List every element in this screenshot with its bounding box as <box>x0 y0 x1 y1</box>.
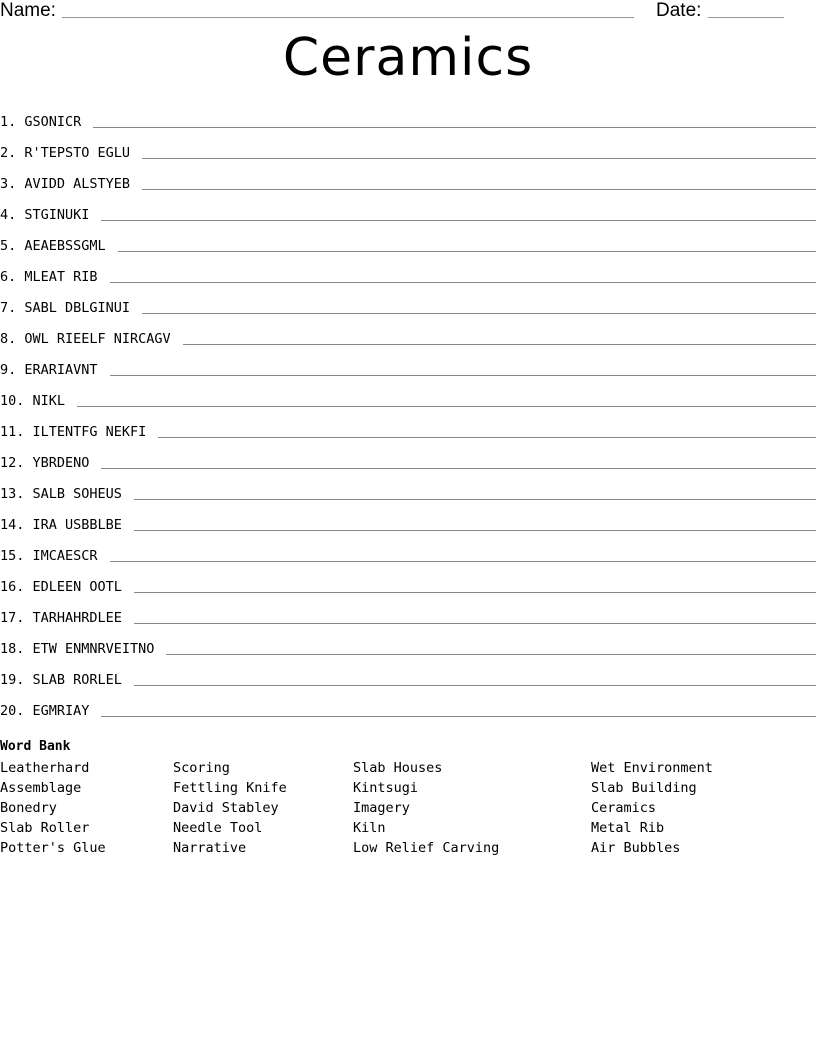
answer-line[interactable] <box>158 437 816 438</box>
answer-line[interactable] <box>134 592 816 593</box>
question-row <box>0 141 816 172</box>
header <box>0 0 816 28</box>
word-bank-item: Slab Houses <box>353 760 443 776</box>
answer-line[interactable] <box>77 406 816 407</box>
answer-line[interactable] <box>118 251 816 252</box>
answer-line[interactable] <box>134 685 816 686</box>
question-row <box>0 575 816 606</box>
question-row <box>0 482 816 513</box>
answer-line[interactable] <box>134 623 816 624</box>
question-row <box>0 668 816 699</box>
answer-line[interactable] <box>93 127 816 128</box>
word-bank-column <box>591 760 713 860</box>
name-label: Name: <box>0 0 56 21</box>
question-row <box>0 265 816 296</box>
word-bank-item: David Stabley <box>173 800 279 816</box>
question-text: 18. ETW ENMNRVEITNO <box>0 641 155 657</box>
word-bank-title: Word Bank <box>0 739 71 754</box>
word-bank-item: Assemblage <box>0 780 82 796</box>
question-row <box>0 451 816 482</box>
question-text: 2. R'TEPSTO EGLU <box>0 145 131 161</box>
word-bank-item: Air Bubbles <box>591 840 681 856</box>
word-bank-item: Wet Environment <box>591 760 713 776</box>
word-bank-item: Slab Building <box>591 780 697 796</box>
question-row <box>0 544 816 575</box>
word-bank-item: Narrative <box>173 840 247 856</box>
question-text: 13. SALB SOHEUS <box>0 486 122 502</box>
word-bank-item: Leatherhard <box>0 760 90 776</box>
question-row <box>0 327 816 358</box>
word-bank-item: Fettling Knife <box>173 780 287 796</box>
question-text: 10. NIKL <box>0 393 66 409</box>
word-bank-item: Scoring <box>173 760 230 776</box>
question-text: 3. AVIDD ALSTYEB <box>0 176 131 192</box>
question-text: 17. TARHAHRDLEE <box>0 610 122 626</box>
answer-line[interactable] <box>101 468 816 469</box>
question-text: 1. GSONICR <box>0 114 82 130</box>
answer-line[interactable] <box>183 344 816 345</box>
question-row <box>0 172 816 203</box>
question-text: 12. YBRDENO <box>0 455 90 471</box>
question-row <box>0 203 816 234</box>
word-bank-item: Ceramics <box>591 800 657 816</box>
question-row <box>0 389 816 420</box>
question-text: 11. ILTENTFG NEKFI <box>0 424 147 440</box>
word-bank-item: Imagery <box>353 800 410 816</box>
question-text: 4. STGINUKI <box>0 207 90 223</box>
question-list <box>0 110 816 730</box>
word-bank-item: Bonedry <box>0 800 57 816</box>
answer-line[interactable] <box>101 716 816 717</box>
word-bank-column <box>353 760 499 860</box>
question-text: 8. OWL RIEELF NIRCAGV <box>0 331 171 347</box>
question-text: 7. SABL DBLGINUI <box>0 300 131 316</box>
answer-line[interactable] <box>110 375 816 376</box>
question-row <box>0 110 816 141</box>
name-field[interactable] <box>62 17 634 18</box>
question-text: 19. SLAB RORLEL <box>0 672 122 688</box>
word-bank-item: Potter's Glue <box>0 840 106 856</box>
answer-line[interactable] <box>101 220 816 221</box>
question-text: 16. EDLEEN OOTL <box>0 579 122 595</box>
answer-line[interactable] <box>142 158 816 159</box>
question-text: 20. EGMRIAY <box>0 703 90 719</box>
answer-line[interactable] <box>110 561 816 562</box>
word-bank-item: Slab Roller <box>0 820 90 836</box>
question-row <box>0 234 816 265</box>
word-bank-item: Low Relief Carving <box>353 840 500 856</box>
question-text: 9. ERARIAVNT <box>0 362 98 378</box>
date-label: Date: <box>656 0 702 21</box>
answer-line[interactable] <box>142 189 816 190</box>
question-row <box>0 699 816 730</box>
question-row <box>0 513 816 544</box>
worksheet-title: Ceramics <box>282 28 534 88</box>
answer-line[interactable] <box>134 530 816 531</box>
question-text: 15. IMCAESCR <box>0 548 98 564</box>
word-bank-column <box>173 760 287 860</box>
answer-line[interactable] <box>134 499 816 500</box>
answer-line[interactable] <box>166 654 816 655</box>
question-row <box>0 420 816 451</box>
word-bank-item: Metal Rib <box>591 820 665 836</box>
answer-line[interactable] <box>142 313 816 314</box>
question-row <box>0 358 816 389</box>
word-bank-item: Kiln <box>353 820 386 836</box>
date-field[interactable] <box>708 17 784 18</box>
question-row <box>0 606 816 637</box>
word-bank <box>0 760 816 860</box>
word-bank-column <box>0 760 106 860</box>
question-row <box>0 296 816 327</box>
word-bank-item: Kintsugi <box>353 780 419 796</box>
question-text: 6. MLEAT RIB <box>0 269 98 285</box>
question-row <box>0 637 816 668</box>
question-text: 14. IRA USBBLBE <box>0 517 122 533</box>
question-text: 5. AEAEBSSGML <box>0 238 106 254</box>
answer-line[interactable] <box>110 282 816 283</box>
word-bank-item: Needle Tool <box>173 820 263 836</box>
